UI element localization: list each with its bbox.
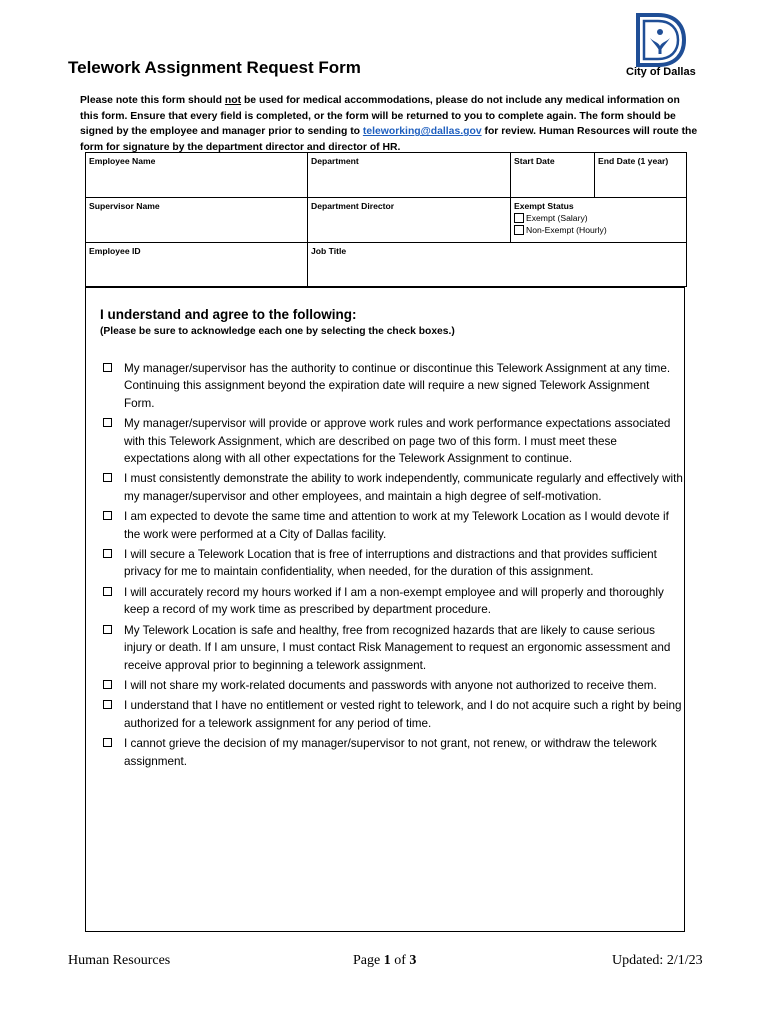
start-date-field[interactable]: Start Date <box>511 153 595 198</box>
agreement-checkbox[interactable] <box>103 587 112 596</box>
agreement-checkbox[interactable] <box>103 738 112 747</box>
intro-notice: Please note this form should not be used for medical accommodations, please do not include any medical information on this form. Ensure that every field is completed, or the form will be returned to you to complete again. The form should be signed by the employee and manager prior to sending to teleworking@dallas.gov for review. Human Resources will route the form for signature by the department director and director of HR. <box>80 95 698 153</box>
agreement-item: I will accurately record my hours worked if I am a non-exempt employee and will properly and thoroughly keep a record of my work time as prescribed by department procedure. <box>103 584 683 619</box>
job-title-field[interactable]: Job Title <box>308 243 687 287</box>
agreement-item: My manager/supervisor will provide or approve work rules and work performance expectations associated with this Telework Assignment, which are described on page two of this form. I must meet these expectations along with all other expectations for the Telework Assignment to continue. <box>103 415 683 467</box>
form-title: Telework Assignment Request Form <box>68 58 361 77</box>
employee-info-table <box>85 152 687 287</box>
agreement-item: I must consistently demonstrate the ability to work independently, communicate regularly and effectively with my manager/supervisor and other employees, and maintain a high degree of self-motivation. <box>103 470 683 505</box>
exempt-salary-checkbox[interactable] <box>514 213 524 223</box>
agreement-item: I will not share my work-related documents and passwords with anyone not authorized to receive them. <box>103 677 683 694</box>
updated-date: Updated: 2/1/23 <box>612 953 703 968</box>
non-exempt-hourly-checkbox[interactable] <box>514 225 524 235</box>
agreement-item: I will secure a Telework Location that is free of interruptions and distractions and that provides sufficient privacy for me to maintain confidentiality, when needed, for the duration of this assignment. <box>103 546 683 581</box>
page-number: Page 1 of 3 <box>353 953 417 968</box>
agreement-checkbox[interactable] <box>103 418 112 427</box>
agreement-checkbox[interactable] <box>103 700 112 709</box>
supervisor-name-field[interactable]: Supervisor Name <box>86 198 308 243</box>
org-name: City of Dallas <box>626 66 696 78</box>
employee-id-field[interactable]: Employee ID <box>86 243 308 287</box>
agreement-checkbox[interactable] <box>103 549 112 558</box>
department-director-field[interactable]: Department Director <box>308 198 511 243</box>
city-of-dallas-logo-icon <box>636 12 686 67</box>
employee-name-field[interactable]: Employee Name <box>86 153 308 198</box>
agreement-checkbox[interactable] <box>103 473 112 482</box>
agreement-checkbox[interactable] <box>103 680 112 689</box>
exempt-status-field: Exempt Status Exempt (Salary) Non-Exempt (Hourly) <box>511 198 687 243</box>
emphasis-not: not <box>224 95 242 106</box>
agreement-item: I am expected to devote the same time and attention to work at my Telework Location as I would devote if the work were performed at a City of Dallas facility. <box>103 508 683 543</box>
agreement-item: I cannot grieve the decision of my manager/supervisor to not grant, not renew, or withdraw the telework assignment. <box>103 735 683 770</box>
agreement-subheading: (Please be sure to acknowledge each one by selecting the check boxes.) <box>100 326 455 337</box>
agreement-item: My Telework Location is safe and healthy, free from recognized hazards that are likely to cause serious injury or death. If I am unsure, I must contact Risk Management to request an ergonomic assessment and receive approval prior to beginning a telework assignment. <box>103 622 683 674</box>
agreement-heading: I understand and agree to the following: <box>100 307 357 322</box>
department-field[interactable]: Department <box>308 153 511 198</box>
agreement-checkbox[interactable] <box>103 511 112 520</box>
agreement-checkbox[interactable] <box>103 363 112 372</box>
agreement-item: My manager/supervisor has the authority to continue or discontinue this Telework Assignment at any time. Continuing this assignment beyond the expiration date will require a new signed Telework Assignment Form. <box>103 360 683 412</box>
agreement-item: I understand that I have no entitlement or vested right to telework, and I do not acquire such a right by being authorized for a telework assignment for any period of time. <box>103 697 683 732</box>
end-date-field[interactable]: End Date (1 year) <box>595 153 687 198</box>
agreement-checkbox[interactable] <box>103 625 112 634</box>
agreement-list <box>103 360 683 773</box>
email-link[interactable]: teleworking@dallas.gov <box>362 126 482 138</box>
footer-department: Human Resources <box>68 953 171 968</box>
